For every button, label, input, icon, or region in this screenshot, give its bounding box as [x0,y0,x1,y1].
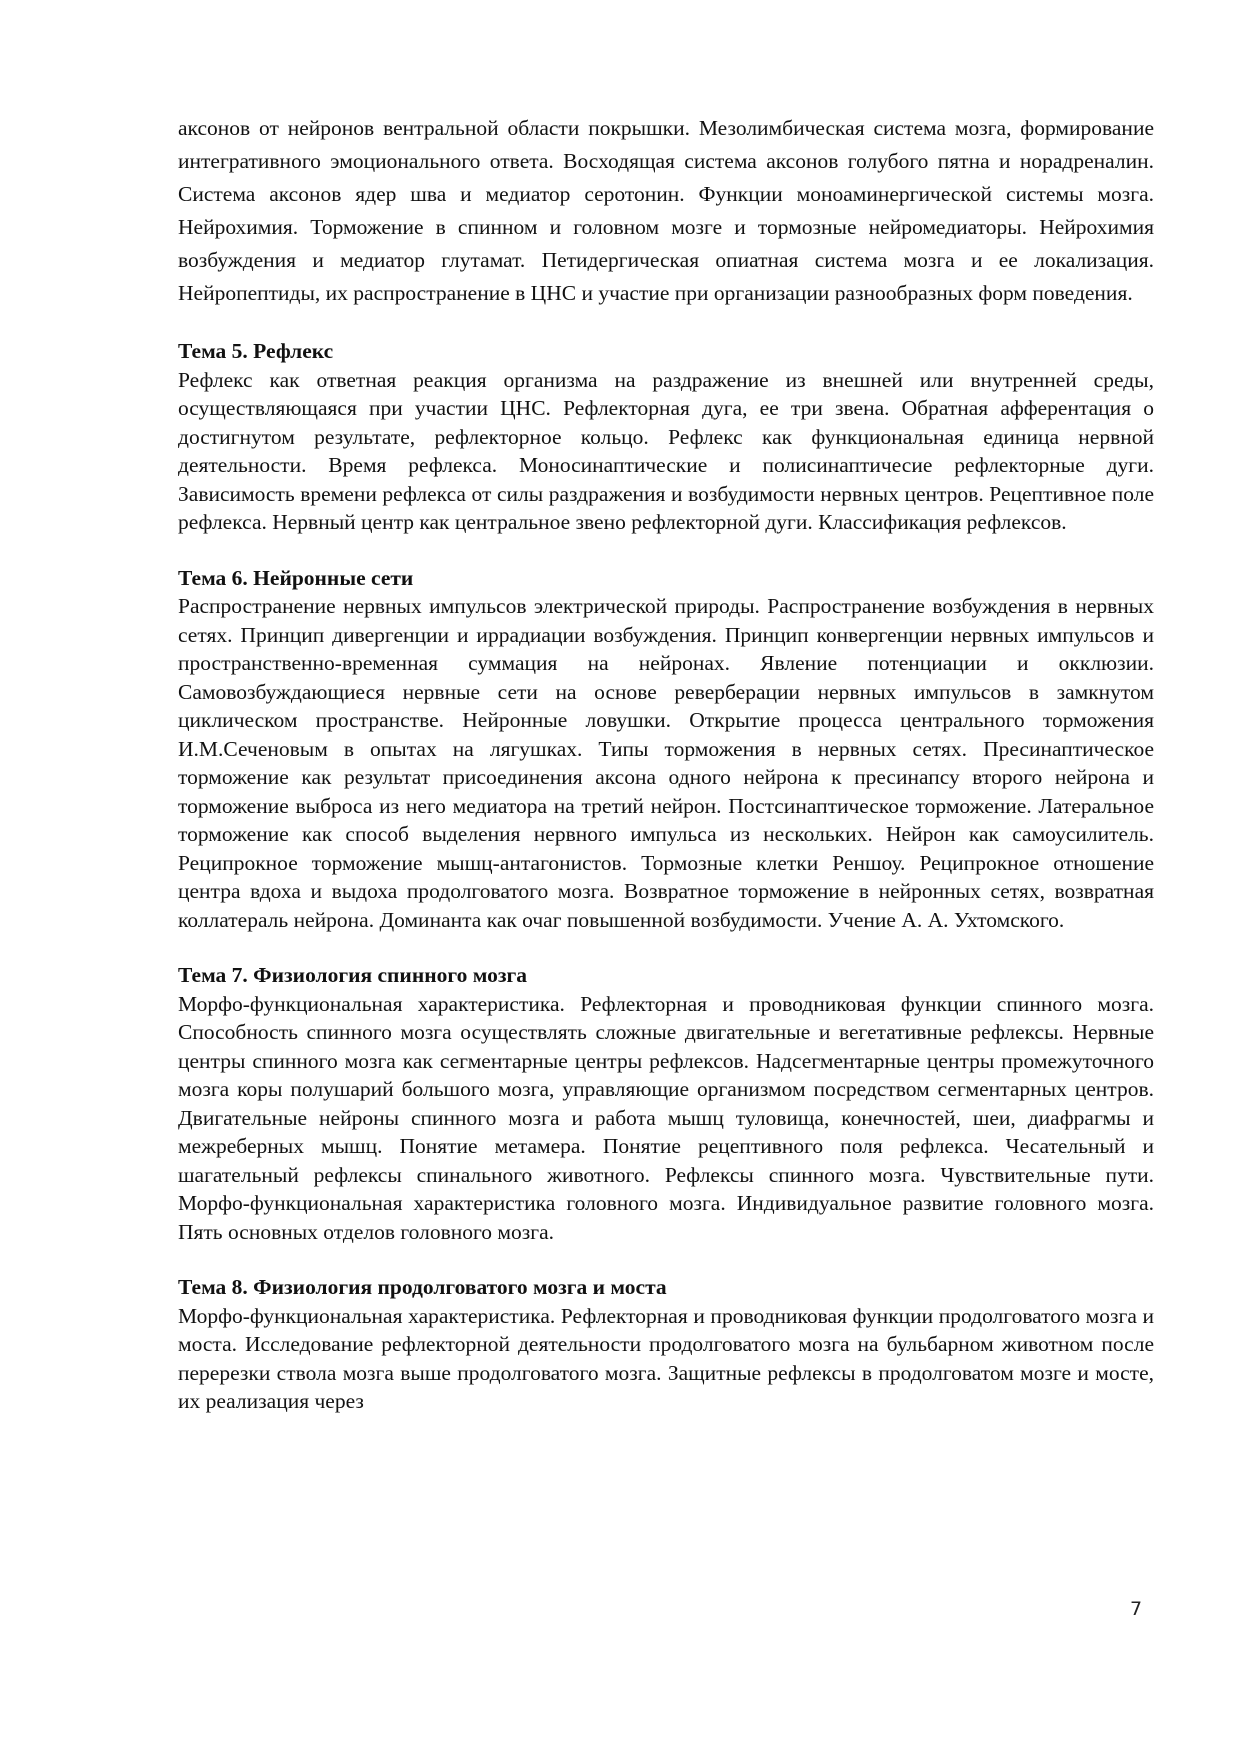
section-title: Тема 6. Нейронные сети [178,565,414,590]
section-topic-8 [178,1273,1154,1416]
intro-block [178,112,1154,310]
section-paragraph: Морфо-функциональная характеристика. Рефлекторная и проводниковая функции продолговатого мозга и моста. Исследование рефлекторной деятельности продолговатого мозга на бульбарном животном после перерезки ствола мозга выше продолговатого мозга. Защитные рефлексы в продолговатом мозге и мосте, их реализация через [178,1303,1154,1413]
section-paragraph: Распространение нервных импульсов электрической природы. Распространение возбуждения в нервных сетях. Принцип дивергенции и иррадиации возбуждения. Принцип конвергенции нервных импульсов и пространственно-временная суммация на нейронах. Явление потенциации и окклюзии. Самовозбуждающиеся нервные сети на основе реверберации нервных импульсов в замкнутом циклическом пространстве. Нейронные ловушки. Открытие процесса центрального торможения И.М.Сеченовым в опытах на лягушках. Типы торможения в нервных сетях. Пресинаптическое торможение как результат присоединения аксона одного нейрона к пресинапсу второго нейрона и торможение выброса из него медиатора на третий нейрон. Постсинаптическое торможение. Латеральное торможение как способ выделения нервного импульса из нескольких. Нейрон как самоусилитель. Реципрокное торможение мышц-антагонистов. Тормозные клетки Реншоу. Реципрокное отношение центра вдоха и выдоха продолговатого мозга. Возвратное торможение в нейронных сетях, возвратная коллатераль нейрона. Доминанта как очаг повышенной возбудимости. Учение А. А. Ухтомского. [178,594,1154,932]
section-paragraph: Рефлекс как ответная реакция организма на раздражение из внешней или внутренней среды, осуществляющаяся при участии ЦНС. Рефлекторная дуга, ее три звена. Обратная афферентация о достигнутом результате, рефлекторное кольцо. Рефлекс как функциональная единица нервной деятельности. Время рефлекса. Моносинаптические и полисинаптичесие рефлекторные дуги. Зависимость времени рефлекса от силы раздражения и возбудимости нервных центров. Рецептивное поле рефлекса. Нервный центр как центральное звено рефлекторной дуги. Классификация рефлексов. [178,367,1154,534]
section-topic-7 [178,961,1154,1246]
section-title: Тема 7. Физиология спинного мозга [178,963,527,987]
section-topic-6 [178,564,1154,935]
section-topic-5 [178,337,1154,537]
document-body [178,112,1154,1416]
section-title: Тема 5. Рефлекс [178,339,334,363]
section-title: Тема 8. Физиология продолговатого мозга и моста [178,1275,667,1299]
section-paragraph: Морфо-функциональная характеристика. Рефлекторная и проводниковая функции спинного мозга. Способность спинного мозга осуществлять сложные двигательные и вегетативные рефлексы. Нервные центры спинного мозга как сегментарные центры рефлексов. Надсегментарные центры промежуточного мозга коры полушарий большого мозга, управляющие организмом посредством сегментарных центров. Двигательные нейроны спинного мозга и работа мышц туловища, конечностей, шеи, диафрагмы и межреберных мышц. Понятие метамера. Понятие рецептивного поля рефлекса. Чесательный и шагательный рефлексы спинального животного. Рефлексы спинного мозга. Чувствительные пути. Морфо-функциональная характеристика головного мозга. Индивидуальное развитие головного мозга. Пять основных отделов головного мозга. [178,991,1154,1244]
intro-paragraph: аксонов от нейронов вентральной области покрышки. Мезолимбическая система мозга, формирование интегративного эмоционального ответа. Восходящая система аксонов голубого пятна и норадреналин. Система аксонов ядер шва и медиатор серотонин. Функции моноаминергической системы мозга. Нейрохимия. Торможение в спинном и головном мозге и тормозные нейромедиаторы. Нейрохимия возбуждения и медиатор глутамат. Петидергическая опиатная система мозга и ее локализация. Нейропептиды, их распространение в ЦНС и участие при организации разнообразных форм поведения. [178,116,1154,305]
page-number: 7 [1130,1598,1143,1620]
